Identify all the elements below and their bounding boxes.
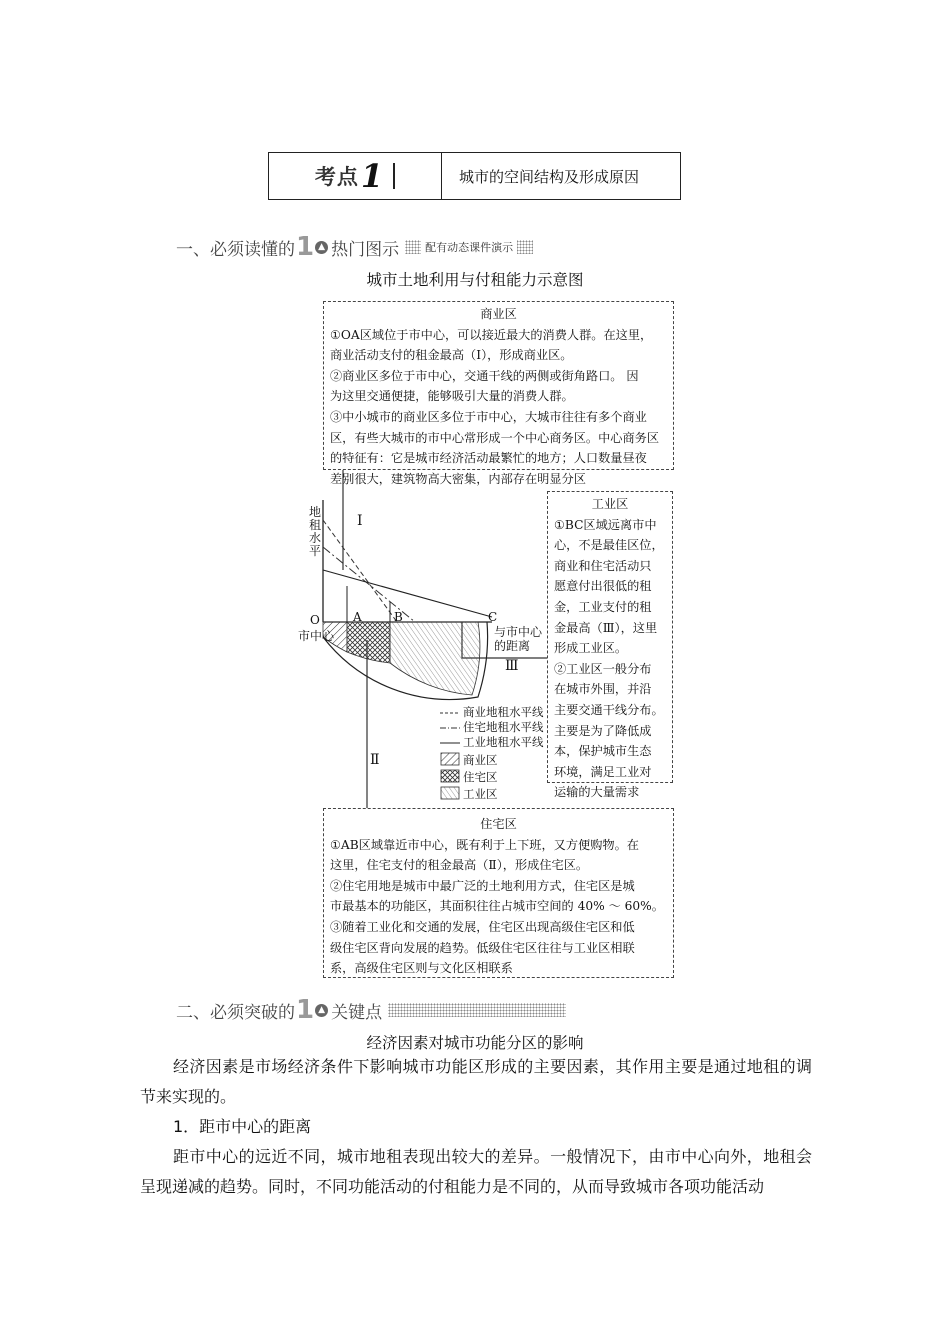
industrial-zone-box: 工业区 ①BC区域远离市中 心，不是最佳区位， 商业和住宅活动只 愿意付出很低的租 金，工业支付的租 金最高（Ⅲ），这里 形成工业区。 ②工业区一般分布 在城市外围，并沿 主要交通干线分布。 主要是为了降低成 本，保护城市生态 环境，满足工业对 运输的大量需求 bbox=[547, 491, 673, 783]
industrial-rent-line bbox=[323, 570, 492, 617]
body-text bbox=[140, 1052, 812, 1202]
section-heading-2: 二、必须突破的 1 ▲ 关键点 bbox=[176, 997, 566, 1023]
figure-title: 城市土地利用与付租能力示意图 bbox=[366, 271, 584, 289]
legend-residential-swatch bbox=[441, 770, 459, 782]
roman-2-label: Ⅱ bbox=[370, 752, 380, 768]
up-arrow-icon: ▲ bbox=[315, 1004, 328, 1017]
commercial-rent-line bbox=[323, 520, 397, 622]
point-c: C bbox=[488, 610, 498, 624]
roman-1-label: Ⅰ bbox=[357, 513, 363, 529]
x-axis-label: 与市中心 的距离 bbox=[494, 625, 543, 653]
legend-areas: 商业区 住宅区 工业区 bbox=[463, 753, 498, 801]
subheading-distance: 1．距市中心的距离 bbox=[173, 1117, 312, 1136]
city-center-label: 市中心 bbox=[298, 629, 335, 643]
industrial-area bbox=[390, 622, 480, 695]
roman-3-label: Ⅲ bbox=[505, 658, 519, 674]
section-heading-1: 一、必须读懂的 1 ▲ 热门图示 配有动态课件演示 bbox=[176, 234, 533, 260]
legend-commercial-swatch bbox=[441, 753, 459, 765]
point-a: A bbox=[353, 610, 362, 624]
paragraph-1: 经济因素是市场经济条件下影响城市功能区形成的主要因素，其作用主要是通过地租的调节来实现的。 bbox=[140, 1057, 812, 1106]
key-point-title: 经济因素对城市功能分区的影响 bbox=[366, 1034, 584, 1052]
legend-industrial-swatch bbox=[441, 787, 459, 799]
kaodian-label: 考点 1 bbox=[269, 153, 442, 199]
y-axis-label: 地 租 水 平 bbox=[309, 505, 322, 558]
topic-title: 城市的空间结构及形成原因 bbox=[459, 167, 640, 186]
courseware-note: 配有动态课件演示 bbox=[421, 239, 517, 255]
paragraph-2: 距市中心的远近不同，城市地租表现出较大的差异。一般情况下，由市中心向外，地租会呈现递减的趋势。同时，不同功能活动的付租能力是不同的，从而导致城市各项功能活动 bbox=[140, 1147, 812, 1196]
residential-zone-box: 住宅区 ①AB区域靠近市中心，既有利于上下班，又方便购物。在 这里，住宅支付的租金最高（Ⅱ），形成住宅区。 ②住宅用地是城市中最广泛的土地利用方式，住宅区是城 市最基本的功能区，其面积往往占城市空间的 40% ～ 60%。 ③随着工业化和交通的发展，住宅区出现高级住宅区和低 级住宅区背向发展的趋势。低级住宅区往往与工业区相联 系，高级住宅区则与文化区相联系 bbox=[323, 808, 674, 978]
point-b: B bbox=[394, 610, 403, 624]
residential-area bbox=[347, 622, 390, 663]
origin-label: O bbox=[310, 613, 320, 627]
commercial-zone-box: 商业区 ①OA区域位于市中心，可以接近最大的消费人群。在这里， 商业活动支付的租金最高（Ⅰ），形成商业区。 ②商业区多位于市中心，交通干线的两侧或街角路口。 因 为这里交通便捷，能够吸引大量的消费人群。 ③中小城市的商业区多位于市中心，大城市往往有多个商业 区，有些大城市的市中心常形成一个中心商务区。中心商务区 的特征有：它是城市经济活动最繁忙的地方；人口数量昼夜 差别很大，建筑物高大密集，内部存在明显分区 bbox=[323, 301, 674, 470]
up-arrow-icon: ▲ bbox=[315, 241, 328, 254]
legend-lines: 商业地租水平线 住宅地租水平线 工业地租水平线 bbox=[463, 705, 544, 749]
